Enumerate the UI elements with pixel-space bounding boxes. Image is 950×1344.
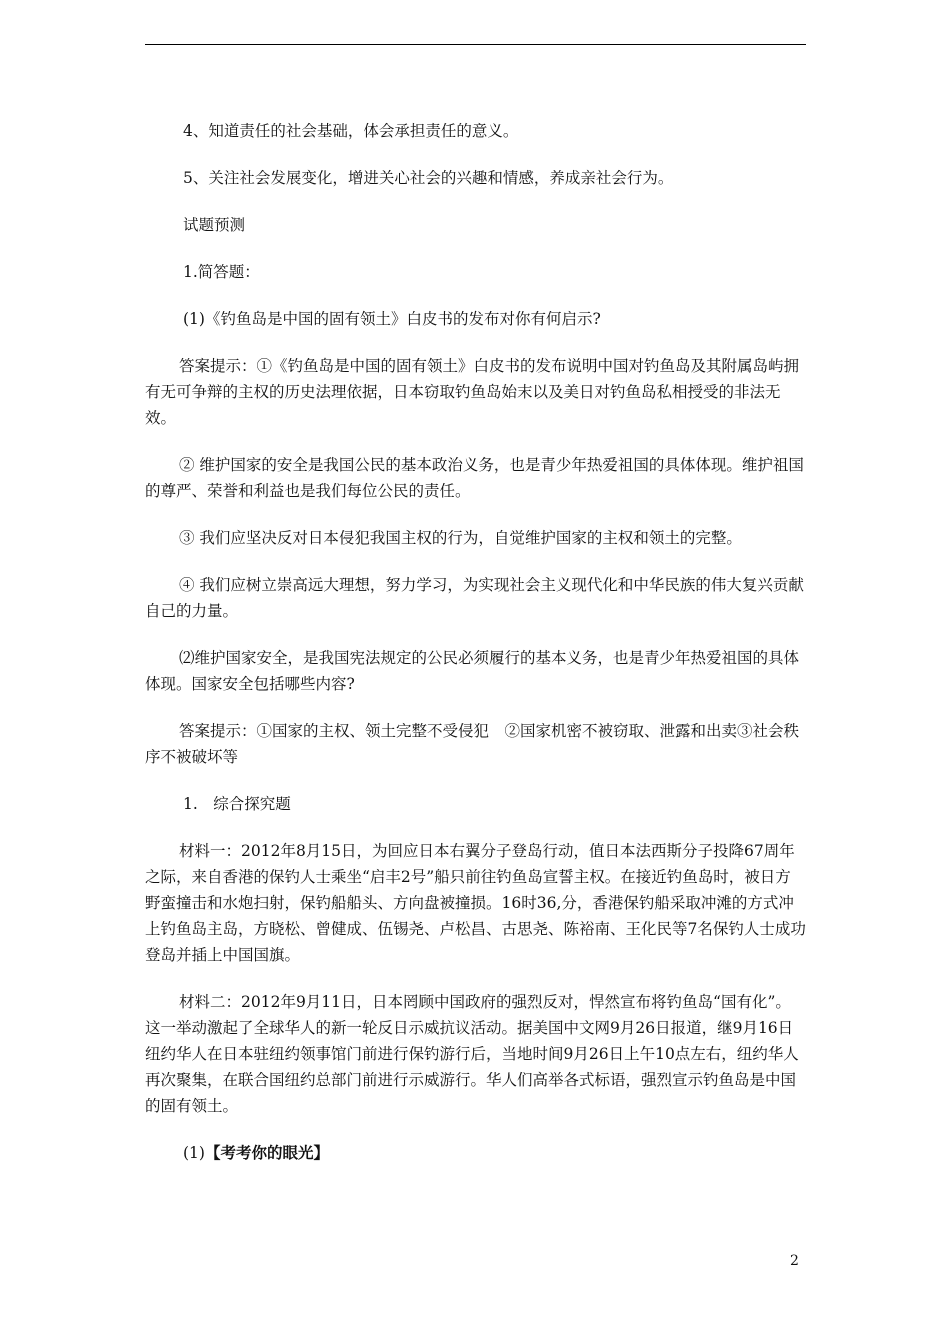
question-2-heading: 1. 综合探究题 xyxy=(183,795,291,813)
section-title: 试题预测 xyxy=(183,216,246,234)
answer-1-part-2: ② 维护国家的安全是我国公民的基本政治义务，也是青少年热爱祖国的具体体现。维护祖国的尊严、荣誉和利益也是我们每位公民的责任。 xyxy=(145,456,804,500)
answer-1-part-1: 答案提示：①《钓鱼岛是中国的固有领土》白皮书的发布说明中国对钓鱼岛及其附属岛屿拥有无可争辩的主权的历史法理依据，日本窃取钓鱼岛始末以及美日对钓鱼岛私相授受的非法无效。 xyxy=(145,357,800,427)
question-1-sub-2: ⑵维护国家安全，是我国宪法规定的公民必须履行的基本义务，也是青少年热爱祖国的具体体现。国家安全包括哪些内容? xyxy=(145,649,800,693)
question-2-sub-1-title: 【考考你的眼光】 xyxy=(204,1143,329,1162)
question-2-sub-1 xyxy=(145,1140,806,1166)
item-5: 5、关注社会发展变化，增进关心社会的兴趣和情感，养成亲社会行为。 xyxy=(183,169,674,187)
question-1-sub-1: (1)《钓鱼岛是中国的固有领土》白皮书的发布对你有何启示? xyxy=(183,310,601,328)
material-1: 材料一：2012年8月15日，为回应日本右翼分子登岛行动，值日本法西斯分子投降67周年之际，来自香港的保钓人士乘坐“启丰2号”船只前往钓鱼岛宣誓主权。在接近钓鱼岛时，被日方野蛮撞击和水炮扫射，保钓船船头、方向盘被撞损。16时36,分，香港保钓船采取冲滩的方式冲上钓鱼岛主岛，方晓松、曾健成、伍锡尧、卢松昌、古思尧、陈裕南、王化民等7名保钓人士成功登岛并插上中国国旗。 xyxy=(145,842,806,964)
answer-1-part-3: ③ 我们应坚决反对日本侵犯我国主权的行为，自觉维护国家的主权和领土的完整。 xyxy=(179,529,742,547)
question-1-heading: 1.简答题： xyxy=(183,263,260,281)
page-number: 2 xyxy=(790,1253,799,1269)
question-2-sub-1-prefix: (1) xyxy=(183,1144,205,1162)
header-rule xyxy=(145,44,806,45)
item-4: 4、知道责任的社会基础，体会承担责任的意义。 xyxy=(183,122,519,140)
document-body xyxy=(145,118,806,1166)
material-2: 材料二：2012年9月11日，日本罔顾中国政府的强烈反对，悍然宣布将钓鱼岛“国有化”。这一举动激起了全球华人的新一轮反日示威抗议活动。据美国中文网9月26日报道，继9月16日纽约华人在日本驻纽约领事馆门前进行保钓游行后，当地时间9月26日上午10点左右，纽约华人再次聚集，在联合国纽约总部门前进行示威游行。华人们高举各式标语，强烈宣示钓鱼岛是中国的固有领土。 xyxy=(145,993,799,1115)
answer-2: 答案提示：①国家的主权、领土完整不受侵犯 ②国家机密不被窃取、泄露和出卖③社会秩序不被破坏等 xyxy=(145,722,800,766)
answer-1-part-4: ④ 我们应树立崇高远大理想，努力学习，为实现社会主义现代化和中华民族的伟大复兴贡献自己的力量。 xyxy=(145,576,804,620)
